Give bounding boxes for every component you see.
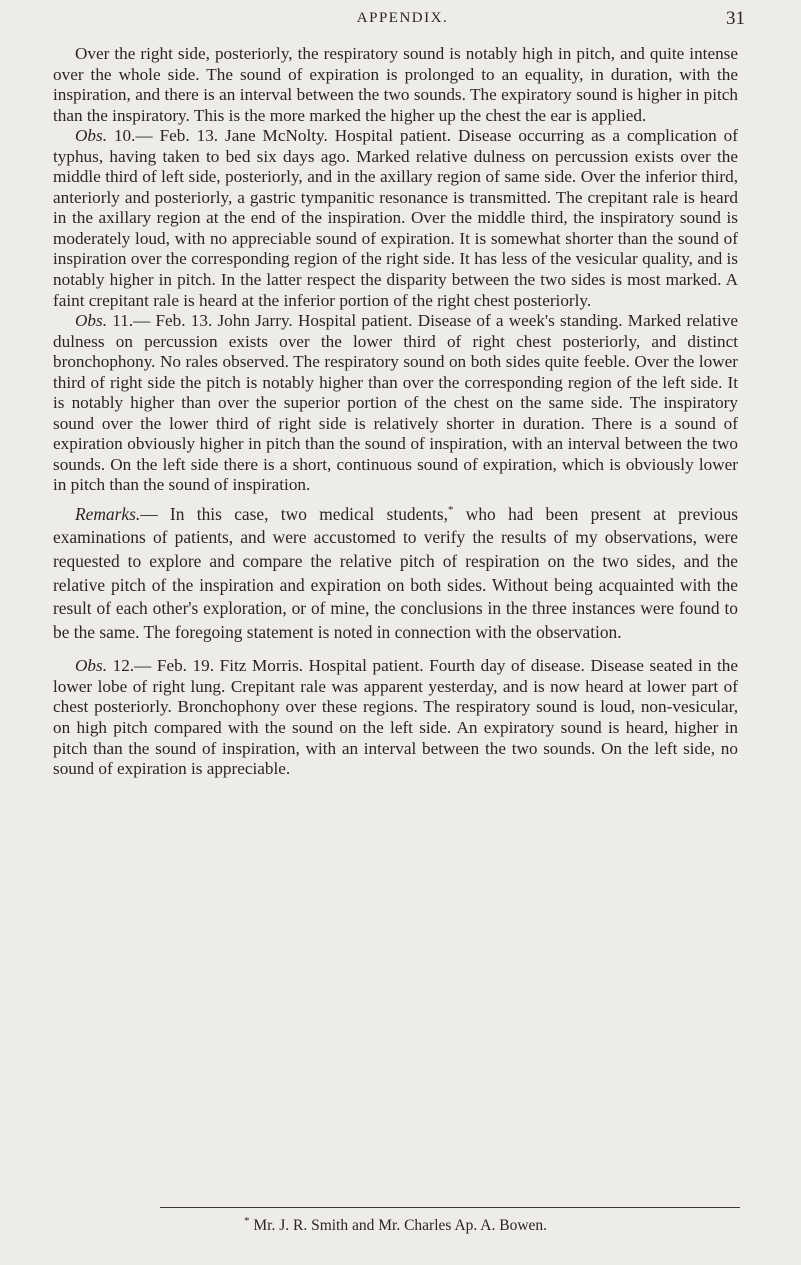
page-header bbox=[60, 8, 745, 34]
paragraph-intro: Over the right side, posteriorly, the respiratory sound is notably high in pitch, and quite intense over the whole side. The sound of expiration is prolonged to an equality, in duration, with the inspiration, and there is an interval between the two sounds. The expiratory sound is higher in pitch than the inspiratory. This is the more marked the higher up the chest the ear is applied. bbox=[53, 44, 738, 125]
obs-label: Obs. bbox=[75, 126, 107, 146]
obs-10-text: 10.— Feb. 13. Jane McNolty. Hospital patient. Disease occurring as a complication of typhus, having taken to bed six days ago. Marked relative dulness on percussion exists over the middle third of left side, posteriorly, and in the axillary region of same side. Over the inferior third, anteriorly and posteriorly, a gastric tympanitic resonance is transmitted. The crepitant rale is heard in the axillary region at the end of the inspiration. Over the middle third, the inspiratory sound is moderately loud, with no appreciable sound of expiration. It is somewhat shorter than the sound of inspiration over the corresponding region of the right side. It has less of the vesicular quality, and is notably higher in pitch. In the latter respect the disparity between the two sides is most marked. A faint crepitant rale is heard at the inferior portion of the right chest posteriorly. bbox=[53, 126, 739, 310]
obs-label: Obs. bbox=[75, 656, 107, 676]
paragraph-obs-12 bbox=[53, 656, 738, 779]
remarks-label: Remarks. bbox=[75, 503, 141, 524]
footnote bbox=[53, 1215, 738, 1235]
footnote-divider bbox=[160, 1207, 740, 1208]
obs-11-text: 11.— Feb. 13. John Jarry. Hospital patient. Disease of a week's standing. Marked relative dulness on percussion exists over the lower third of right chest posteriorly, and distinct bronchophony. No rales observed. The respiratory sound on both sides quite feeble. Over the lower third of right side the pitch is notably higher than over the corresponding region of the left side. It is notably higher than over the superior portion of the chest on the same side. The inspiratory sound over the lower third of right side is relatively shorter in duration. There is a sound of expiration obviously higher in pitch than the sound of inspiration, with an interval between the two sounds. On the left side there is a short, continuous sound of expiration, which is obviously lower in pitch than the sound of inspiration. bbox=[53, 311, 739, 495]
remarks-text-b: who had been present at previous examinations of patients, and were accustomed to verify the results of my observations, were requested to explore and compare the relative pitch of respiration on the two sides, and the relative pitch of the inspiration and expiration on both sides. Without being acquainted with the result of each other's exploration, or of mine, the conclusions in the three instances were found to be the same. The foregoing statement is noted in connection with the observation. bbox=[53, 503, 738, 642]
page-number: 31 bbox=[726, 8, 745, 29]
paragraph-obs-11 bbox=[53, 311, 738, 496]
body-text bbox=[53, 44, 738, 780]
footnote-reference: * bbox=[447, 504, 454, 517]
obs-12-text: 12.— Feb. 19. Fitz Morris. Hospital patient. Fourth day of disease. Disease seated in the lower lobe of right lung. Crepitant rale was apparent yesterday, and is now heard at lower part of chest posteriorly. Bronchophony over these regions. The respiratory sound is loud, non-vesicular, on high pitch compared with the sound on the left side. An expiratory sound is heard, higher in pitch than the sound of inspiration, with an interval between the two sounds. On the left side, no sound of expiration is appreciable. bbox=[53, 656, 739, 779]
obs-label: Obs. bbox=[75, 311, 107, 331]
footnote-mark: * bbox=[243, 1215, 250, 1227]
paragraph-obs-10 bbox=[53, 126, 738, 311]
footnote-text: Mr. J. R. Smith and Mr. Charles Ap. A. Bowen. bbox=[249, 1217, 548, 1235]
paragraph-remarks bbox=[53, 499, 738, 644]
remarks-text-a: — In this case, two medical students, bbox=[140, 503, 448, 524]
running-head: APPENDIX. bbox=[356, 10, 449, 26]
